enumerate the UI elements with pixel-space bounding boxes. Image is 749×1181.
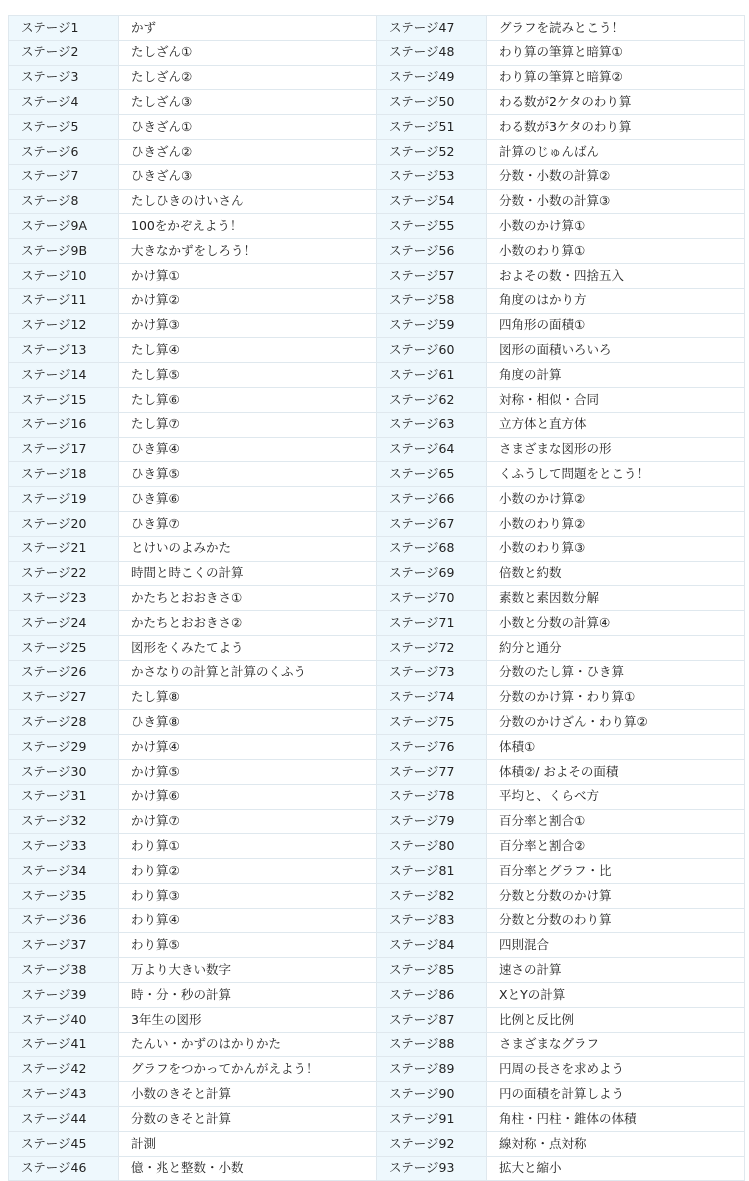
table-row bbox=[9, 784, 745, 809]
stage-label-left: ステージ18 bbox=[9, 462, 119, 487]
stage-title-right: 小数のかけ算① bbox=[487, 214, 745, 239]
stage-label-right: ステージ54 bbox=[377, 189, 487, 214]
stage-title-right: わり算の筆算と暗算② bbox=[487, 65, 745, 90]
stage-label-left: ステージ20 bbox=[9, 511, 119, 536]
stage-title-left: かけ算① bbox=[119, 263, 377, 288]
stage-label-left: ステージ38 bbox=[9, 958, 119, 983]
stage-label-left: ステージ45 bbox=[9, 1131, 119, 1156]
table-row bbox=[9, 462, 745, 487]
stage-label-right: ステージ53 bbox=[377, 164, 487, 189]
stage-label-right: ステージ55 bbox=[377, 214, 487, 239]
stage-label-left: ステージ10 bbox=[9, 263, 119, 288]
stage-title-right: 角度の計算 bbox=[487, 363, 745, 388]
stage-label-right: ステージ90 bbox=[377, 1082, 487, 1107]
stage-title-right: 分数・小数の計算③ bbox=[487, 189, 745, 214]
stage-label-right: ステージ91 bbox=[377, 1107, 487, 1132]
stage-title-left: かけ算⑤ bbox=[119, 759, 377, 784]
stage-title-right: 小数のわり算② bbox=[487, 511, 745, 536]
stage-title-right: 平均と、くらべ方 bbox=[487, 784, 745, 809]
stage-title-left: たし算④ bbox=[119, 338, 377, 363]
stage-label-left: ステージ39 bbox=[9, 983, 119, 1008]
stage-title-right: 百分率と割合① bbox=[487, 809, 745, 834]
stage-title-left: ひき算⑤ bbox=[119, 462, 377, 487]
stage-title-right: わる数が3ケタのわり算 bbox=[487, 115, 745, 140]
table-row bbox=[9, 685, 745, 710]
stage-title-right: 百分率とグラフ・比 bbox=[487, 859, 745, 884]
table-row bbox=[9, 759, 745, 784]
stage-title-right: 小数のわり算③ bbox=[487, 536, 745, 561]
table-row bbox=[9, 958, 745, 983]
stage-label-right: ステージ80 bbox=[377, 834, 487, 859]
stage-title-right: XとYの計算 bbox=[487, 983, 745, 1008]
stage-title-right: 分数のかけざん・わり算② bbox=[487, 710, 745, 735]
stage-title-left: たし算⑥ bbox=[119, 387, 377, 412]
table-row bbox=[9, 263, 745, 288]
stage-label-left: ステージ11 bbox=[9, 288, 119, 313]
stage-label-left: ステージ40 bbox=[9, 1007, 119, 1032]
stage-label-right: ステージ57 bbox=[377, 263, 487, 288]
stage-title-right: 体積① bbox=[487, 735, 745, 760]
stage-label-left: ステージ5 bbox=[9, 115, 119, 140]
stage-title-left: たし算⑦ bbox=[119, 412, 377, 437]
stage-title-left: わり算⑤ bbox=[119, 933, 377, 958]
stage-label-left: ステージ22 bbox=[9, 561, 119, 586]
stage-title-right: 立方体と直方体 bbox=[487, 412, 745, 437]
table-row bbox=[9, 511, 745, 536]
table-row bbox=[9, 1057, 745, 1082]
stage-title-left: ひき算⑥ bbox=[119, 487, 377, 512]
stage-title-left: かけ算② bbox=[119, 288, 377, 313]
stage-title-right: 円周の長さを求めよう bbox=[487, 1057, 745, 1082]
stage-label-left: ステージ19 bbox=[9, 487, 119, 512]
stage-label-left: ステージ27 bbox=[9, 685, 119, 710]
stage-title-right: 四則混合 bbox=[487, 933, 745, 958]
stage-label-left: ステージ9A bbox=[9, 214, 119, 239]
stage-title-left: ひきざん② bbox=[119, 139, 377, 164]
stage-label-right: ステージ87 bbox=[377, 1007, 487, 1032]
stage-title-left: わり算① bbox=[119, 834, 377, 859]
stage-label-right: ステージ81 bbox=[377, 859, 487, 884]
stage-title-right: さまざまなグラフ bbox=[487, 1032, 745, 1057]
stage-label-right: ステージ51 bbox=[377, 115, 487, 140]
stage-label-right: ステージ50 bbox=[377, 90, 487, 115]
stage-title-left: 計測 bbox=[119, 1131, 377, 1156]
stage-label-right: ステージ93 bbox=[377, 1156, 487, 1181]
table-row bbox=[9, 1156, 745, 1181]
stage-title-left: かず bbox=[119, 16, 377, 41]
stage-label-right: ステージ48 bbox=[377, 40, 487, 65]
stage-label-left: ステージ9B bbox=[9, 239, 119, 264]
table-row bbox=[9, 16, 745, 41]
table-row bbox=[9, 139, 745, 164]
stage-title-left: かけ算④ bbox=[119, 735, 377, 760]
stage-title-left: 時間と時こくの計算 bbox=[119, 561, 377, 586]
stage-title-left: たし算⑤ bbox=[119, 363, 377, 388]
stage-title-right: およその数・四捨五入 bbox=[487, 263, 745, 288]
stage-title-left: かたちとおおきさ① bbox=[119, 586, 377, 611]
table-row bbox=[9, 387, 745, 412]
stage-title-left: かけ算⑥ bbox=[119, 784, 377, 809]
stage-title-right: 約分と通分 bbox=[487, 635, 745, 660]
table-row bbox=[9, 710, 745, 735]
stage-title-left: たし算⑧ bbox=[119, 685, 377, 710]
stage-label-left: ステージ44 bbox=[9, 1107, 119, 1132]
stage-title-right: 百分率と割合② bbox=[487, 834, 745, 859]
stage-title-right: 拡大と縮小 bbox=[487, 1156, 745, 1181]
stage-title-right: 角柱・円柱・錐体の体積 bbox=[487, 1107, 745, 1132]
stage-label-right: ステージ89 bbox=[377, 1057, 487, 1082]
stage-title-right: 倍数と約数 bbox=[487, 561, 745, 586]
stage-title-left: たしざん② bbox=[119, 65, 377, 90]
table-row bbox=[9, 487, 745, 512]
stage-label-left: ステージ31 bbox=[9, 784, 119, 809]
stage-title-left: たしざん③ bbox=[119, 90, 377, 115]
stage-label-right: ステージ85 bbox=[377, 958, 487, 983]
stage-label-right: ステージ56 bbox=[377, 239, 487, 264]
stage-title-right: 小数のわり算① bbox=[487, 239, 745, 264]
stage-title-left: かさなりの計算と計算のくふう bbox=[119, 660, 377, 685]
stage-label-left: ステージ29 bbox=[9, 735, 119, 760]
stage-label-left: ステージ26 bbox=[9, 660, 119, 685]
table-row bbox=[9, 611, 745, 636]
stage-label-right: ステージ65 bbox=[377, 462, 487, 487]
stage-title-right: 計算のじゅんばん bbox=[487, 139, 745, 164]
stage-title-right: 小数のかけ算② bbox=[487, 487, 745, 512]
stage-label-right: ステージ62 bbox=[377, 387, 487, 412]
table-row bbox=[9, 90, 745, 115]
table-row bbox=[9, 1107, 745, 1132]
stage-label-left: ステージ1 bbox=[9, 16, 119, 41]
table-row bbox=[9, 363, 745, 388]
stage-title-left: とけいのよみかた bbox=[119, 536, 377, 561]
stage-title-right: 分数のかけ算・わり算① bbox=[487, 685, 745, 710]
stage-label-right: ステージ63 bbox=[377, 412, 487, 437]
stage-label-right: ステージ83 bbox=[377, 908, 487, 933]
table-row bbox=[9, 412, 745, 437]
table-row bbox=[9, 189, 745, 214]
stage-title-left: わり算④ bbox=[119, 908, 377, 933]
stage-title-left: 時・分・秒の計算 bbox=[119, 983, 377, 1008]
stage-label-left: ステージ30 bbox=[9, 759, 119, 784]
stage-label-left: ステージ15 bbox=[9, 387, 119, 412]
table-row bbox=[9, 239, 745, 264]
stage-title-right: くふうして問題をとこう！ bbox=[487, 462, 745, 487]
table-row bbox=[9, 735, 745, 760]
stage-label-right: ステージ49 bbox=[377, 65, 487, 90]
stage-title-right: 速さの計算 bbox=[487, 958, 745, 983]
stage-title-right: 分数のたし算・ひき算 bbox=[487, 660, 745, 685]
stage-title-right: 小数と分数の計算④ bbox=[487, 611, 745, 636]
table-row bbox=[9, 214, 745, 239]
stage-label-left: ステージ6 bbox=[9, 139, 119, 164]
table-row bbox=[9, 809, 745, 834]
stage-table-body bbox=[9, 16, 745, 1181]
stage-title-right: 分数・小数の計算② bbox=[487, 164, 745, 189]
stage-label-left: ステージ33 bbox=[9, 834, 119, 859]
stage-label-right: ステージ88 bbox=[377, 1032, 487, 1057]
table-row bbox=[9, 586, 745, 611]
stage-title-left: ひき算⑧ bbox=[119, 710, 377, 735]
stage-label-left: ステージ24 bbox=[9, 611, 119, 636]
stage-label-right: ステージ75 bbox=[377, 710, 487, 735]
stage-label-left: ステージ41 bbox=[9, 1032, 119, 1057]
table-row bbox=[9, 536, 745, 561]
stage-label-left: ステージ36 bbox=[9, 908, 119, 933]
stage-title-left: 3年生の図形 bbox=[119, 1007, 377, 1032]
table-row bbox=[9, 288, 745, 313]
stage-title-left: 図形をくみたてよう bbox=[119, 635, 377, 660]
stage-title-right: 円の面積を計算しよう bbox=[487, 1082, 745, 1107]
stage-title-right: 比例と反比例 bbox=[487, 1007, 745, 1032]
stage-title-right: 分数と分数のわり算 bbox=[487, 908, 745, 933]
stage-title-left: 分数のきそと計算 bbox=[119, 1107, 377, 1132]
stage-label-right: ステージ67 bbox=[377, 511, 487, 536]
stage-label-left: ステージ13 bbox=[9, 338, 119, 363]
stage-label-left: ステージ42 bbox=[9, 1057, 119, 1082]
table-row bbox=[9, 115, 745, 140]
stage-label-right: ステージ58 bbox=[377, 288, 487, 313]
stage-label-right: ステージ47 bbox=[377, 16, 487, 41]
stage-title-right: 角度のはかり方 bbox=[487, 288, 745, 313]
stage-label-right: ステージ82 bbox=[377, 883, 487, 908]
table-row bbox=[9, 908, 745, 933]
stage-label-right: ステージ68 bbox=[377, 536, 487, 561]
table-row bbox=[9, 164, 745, 189]
stage-label-right: ステージ64 bbox=[377, 437, 487, 462]
table-row bbox=[9, 65, 745, 90]
stage-title-left: わり算② bbox=[119, 859, 377, 884]
table-row bbox=[9, 883, 745, 908]
table-row bbox=[9, 933, 745, 958]
stage-title-right: わり算の筆算と暗算① bbox=[487, 40, 745, 65]
stage-title-left: わり算③ bbox=[119, 883, 377, 908]
stage-label-left: ステージ46 bbox=[9, 1156, 119, 1181]
stage-title-right: 図形の面積いろいろ bbox=[487, 338, 745, 363]
stage-title-right: 対称・相似・合同 bbox=[487, 387, 745, 412]
stage-label-left: ステージ16 bbox=[9, 412, 119, 437]
stage-title-right: 素数と素因数分解 bbox=[487, 586, 745, 611]
stage-title-left: 100をかぞえよう！ bbox=[119, 214, 377, 239]
stage-title-left: グラフをつかってかんがえよう！ bbox=[119, 1057, 377, 1082]
stage-label-right: ステージ72 bbox=[377, 635, 487, 660]
stage-label-left: ステージ7 bbox=[9, 164, 119, 189]
stage-title-right: グラフを読みとこう！ bbox=[487, 16, 745, 41]
stage-label-left: ステージ14 bbox=[9, 363, 119, 388]
stage-title-left: かけ算③ bbox=[119, 313, 377, 338]
stage-label-left: ステージ2 bbox=[9, 40, 119, 65]
table-row bbox=[9, 437, 745, 462]
stage-title-left: ひき算⑦ bbox=[119, 511, 377, 536]
stage-title-left: たしひきのけいさん bbox=[119, 189, 377, 214]
table-row bbox=[9, 635, 745, 660]
stage-label-right: ステージ78 bbox=[377, 784, 487, 809]
stage-label-left: ステージ35 bbox=[9, 883, 119, 908]
stage-label-left: ステージ28 bbox=[9, 710, 119, 735]
stage-label-right: ステージ61 bbox=[377, 363, 487, 388]
stage-title-left: 万より大きい数字 bbox=[119, 958, 377, 983]
stage-label-left: ステージ23 bbox=[9, 586, 119, 611]
stage-label-right: ステージ69 bbox=[377, 561, 487, 586]
table-row bbox=[9, 859, 745, 884]
stage-label-right: ステージ66 bbox=[377, 487, 487, 512]
stage-label-right: ステージ77 bbox=[377, 759, 487, 784]
table-row bbox=[9, 1032, 745, 1057]
stage-title-left: 大きなかずをしろう！ bbox=[119, 239, 377, 264]
table-row bbox=[9, 1082, 745, 1107]
stage-title-left: かたちとおおきさ② bbox=[119, 611, 377, 636]
stage-title-left: ひきざん① bbox=[119, 115, 377, 140]
stage-title-left: 億・兆と整数・小数 bbox=[119, 1156, 377, 1181]
stage-label-right: ステージ60 bbox=[377, 338, 487, 363]
stage-label-right: ステージ59 bbox=[377, 313, 487, 338]
stage-label-left: ステージ43 bbox=[9, 1082, 119, 1107]
table-row bbox=[9, 1007, 745, 1032]
stage-label-right: ステージ73 bbox=[377, 660, 487, 685]
stage-label-right: ステージ86 bbox=[377, 983, 487, 1008]
stage-label-left: ステージ8 bbox=[9, 189, 119, 214]
stage-title-left: ひき算④ bbox=[119, 437, 377, 462]
stage-label-right: ステージ70 bbox=[377, 586, 487, 611]
table-row bbox=[9, 983, 745, 1008]
stage-label-right: ステージ92 bbox=[377, 1131, 487, 1156]
table-row bbox=[9, 561, 745, 586]
stage-label-left: ステージ12 bbox=[9, 313, 119, 338]
stage-label-right: ステージ79 bbox=[377, 809, 487, 834]
stage-label-right: ステージ74 bbox=[377, 685, 487, 710]
table-row bbox=[9, 338, 745, 363]
table-row bbox=[9, 40, 745, 65]
stage-label-left: ステージ21 bbox=[9, 536, 119, 561]
stage-label-right: ステージ84 bbox=[377, 933, 487, 958]
stage-title-left: ひきざん③ bbox=[119, 164, 377, 189]
stage-title-left: かけ算⑦ bbox=[119, 809, 377, 834]
stage-label-right: ステージ71 bbox=[377, 611, 487, 636]
stage-label-left: ステージ17 bbox=[9, 437, 119, 462]
stage-title-left: たしざん① bbox=[119, 40, 377, 65]
stage-title-right: 四角形の面積① bbox=[487, 313, 745, 338]
stage-title-right: さまざまな図形の形 bbox=[487, 437, 745, 462]
stage-label-right: ステージ52 bbox=[377, 139, 487, 164]
stage-title-left: 小数のきそと計算 bbox=[119, 1082, 377, 1107]
stage-label-right: ステージ76 bbox=[377, 735, 487, 760]
stage-title-right: 体積②/ およその面積 bbox=[487, 759, 745, 784]
stage-label-left: ステージ25 bbox=[9, 635, 119, 660]
stage-table bbox=[8, 15, 745, 1181]
stage-title-right: 分数と分数のかけ算 bbox=[487, 883, 745, 908]
table-row bbox=[9, 660, 745, 685]
stage-title-left: たんい・かずのはかりかた bbox=[119, 1032, 377, 1057]
stage-label-left: ステージ32 bbox=[9, 809, 119, 834]
table-row bbox=[9, 313, 745, 338]
stage-label-left: ステージ4 bbox=[9, 90, 119, 115]
table-row bbox=[9, 1131, 745, 1156]
stage-list-container bbox=[8, 15, 744, 1181]
table-row bbox=[9, 834, 745, 859]
stage-label-left: ステージ34 bbox=[9, 859, 119, 884]
stage-title-right: 線対称・点対称 bbox=[487, 1131, 745, 1156]
stage-label-left: ステージ3 bbox=[9, 65, 119, 90]
stage-label-left: ステージ37 bbox=[9, 933, 119, 958]
stage-title-right: わる数が2ケタのわり算 bbox=[487, 90, 745, 115]
